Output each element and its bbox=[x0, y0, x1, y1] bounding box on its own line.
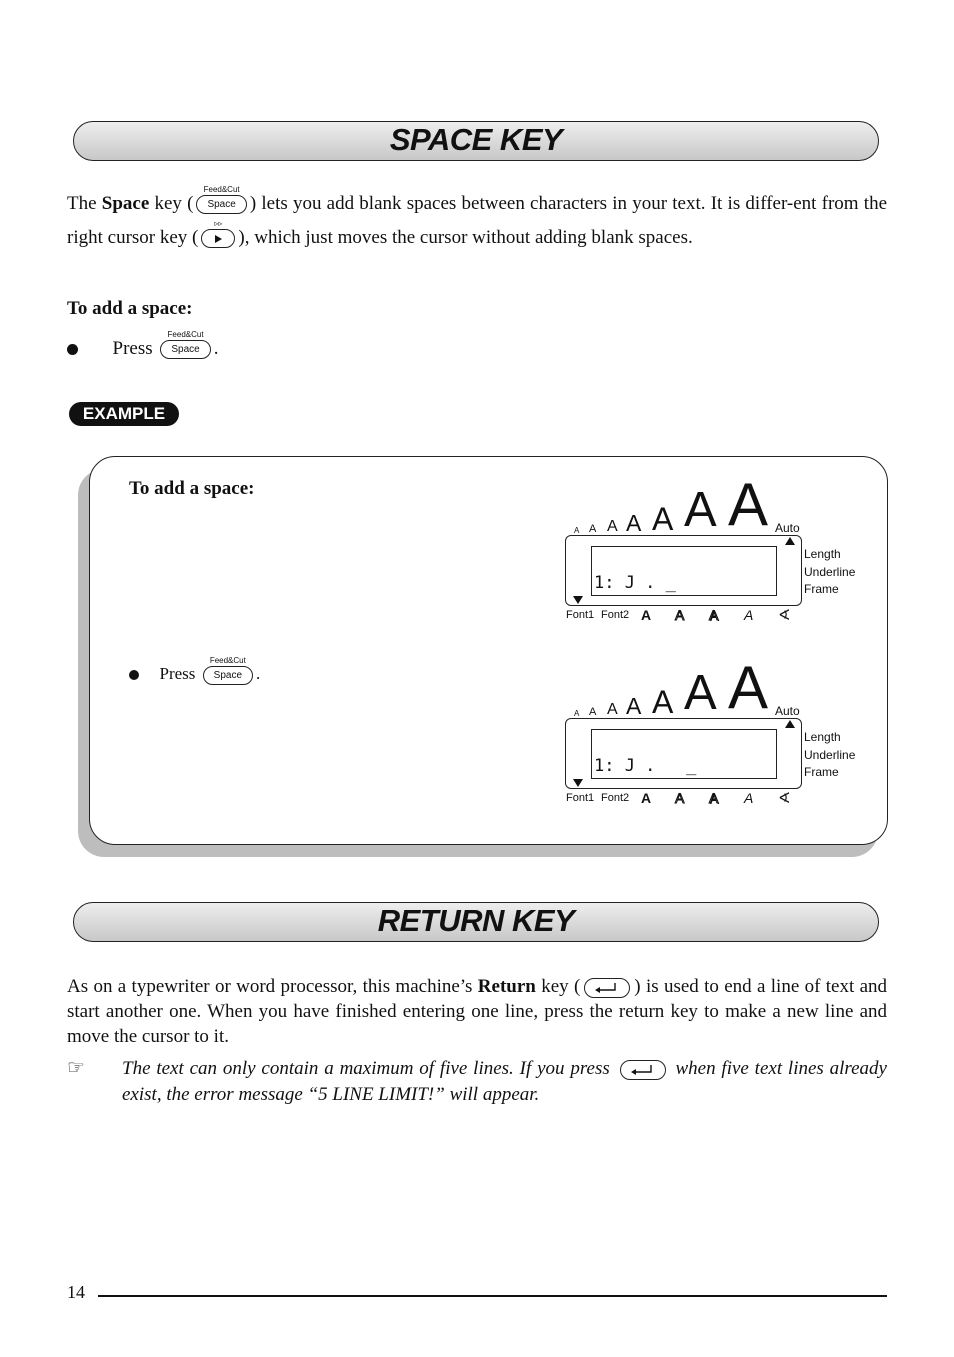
frame-label: Frame bbox=[804, 765, 839, 779]
size-a: A bbox=[728, 471, 769, 538]
size-a: A bbox=[626, 693, 642, 719]
return-key-icon bbox=[620, 1060, 666, 1080]
outline-style-icon: A bbox=[675, 607, 685, 623]
text: As on a typewriter or word processor, this machine’s bbox=[67, 976, 478, 997]
return-arrow-icon bbox=[585, 979, 629, 997]
auto-label: Auto bbox=[775, 704, 800, 718]
triangle-up-icon bbox=[785, 537, 795, 545]
return-arrow-icon bbox=[621, 1061, 665, 1079]
right-cursor-key-icon bbox=[201, 219, 235, 248]
section-banner-space bbox=[73, 121, 879, 161]
underline-label: Underline bbox=[804, 748, 856, 762]
size-a: A bbox=[652, 684, 674, 720]
triangle-down-icon bbox=[573, 779, 583, 787]
triangle-down-icon bbox=[573, 596, 583, 604]
text: The text can only contain a maximum of five lines. If you press bbox=[122, 1058, 610, 1079]
lcd-screen bbox=[591, 546, 777, 596]
key-label: Space bbox=[207, 199, 236, 211]
frame-label: Frame bbox=[804, 582, 839, 596]
example-step-press-space bbox=[129, 655, 261, 688]
text: Press bbox=[159, 664, 196, 683]
return-key-icon bbox=[584, 978, 630, 998]
text: ), which just moves the cursor without adding blank spaces. bbox=[238, 227, 693, 248]
text: . bbox=[256, 664, 261, 683]
lcd-display-1 bbox=[565, 471, 865, 630]
space-intro-paragraph bbox=[67, 187, 887, 255]
size-a: A bbox=[607, 518, 618, 535]
size-indicators bbox=[565, 654, 805, 721]
bold-style-icon: A bbox=[641, 790, 652, 806]
space-key-icon bbox=[160, 330, 210, 359]
shadow-style-icon: A bbox=[709, 607, 719, 623]
text: ) lets you add blank spaces between characters in your text. It is differ-ent from the right cursor key ( bbox=[67, 193, 888, 248]
section-title: SPACE KEY bbox=[389, 122, 563, 157]
key-cap-label: Feed&Cut bbox=[167, 330, 204, 340]
key-cap-label: Feed&Cut bbox=[209, 655, 246, 665]
text: key ( bbox=[535, 976, 581, 997]
size-a: A bbox=[652, 501, 674, 537]
font1-label: Font1 bbox=[566, 792, 595, 804]
bullet-icon bbox=[129, 670, 139, 680]
length-label: Length bbox=[804, 547, 841, 561]
lcd-display-2 bbox=[565, 654, 865, 813]
footer-rule bbox=[98, 1295, 887, 1297]
size-a: A bbox=[574, 709, 580, 718]
size-a: A bbox=[684, 666, 717, 720]
return-intro-paragraph bbox=[67, 974, 887, 1049]
key-name: Return bbox=[477, 976, 536, 997]
outline-style-icon: A bbox=[675, 790, 685, 806]
lcd-screen bbox=[591, 729, 777, 779]
lcd-text: 1: J . _ bbox=[594, 756, 697, 776]
vertical-style-icon: ∢ bbox=[778, 607, 791, 624]
vertical-style-icon: ∢ bbox=[778, 790, 791, 807]
size-a: A bbox=[574, 526, 580, 535]
length-label: Length bbox=[804, 730, 841, 744]
size-a: A bbox=[626, 510, 642, 536]
font2-label: Font2 bbox=[601, 792, 630, 804]
section-banner-return bbox=[73, 902, 879, 942]
key-name: Space bbox=[101, 193, 150, 214]
page-number: 14 bbox=[67, 1282, 85, 1302]
bold-style-icon: A bbox=[641, 607, 652, 623]
note-hand-icon: ☞ bbox=[67, 1057, 85, 1079]
bullet-icon bbox=[67, 344, 78, 355]
italic-style-icon: A bbox=[744, 607, 754, 623]
font2-label: Font2 bbox=[601, 609, 630, 621]
text: Press bbox=[112, 338, 153, 359]
step-press-space bbox=[67, 330, 219, 363]
size-a: A bbox=[684, 483, 717, 537]
text: . bbox=[213, 338, 219, 359]
size-a: A bbox=[589, 523, 597, 535]
lcd-frame bbox=[565, 718, 802, 789]
lcd-frame bbox=[565, 535, 802, 606]
size-a: A bbox=[728, 654, 769, 721]
auto-label: Auto bbox=[775, 521, 800, 535]
italic-style-icon: A bbox=[744, 790, 754, 806]
section-title: RETURN KEY bbox=[377, 903, 575, 938]
size-a: A bbox=[589, 706, 597, 718]
text: ) is used to end a line of text and start another one. When you have finished entering one line, press the return key to make a new line and move the cursor to it. bbox=[67, 976, 888, 1047]
text: The bbox=[67, 193, 102, 214]
key-cap-label: Feed&Cut bbox=[203, 185, 240, 195]
lcd-text: 1: J . _ bbox=[594, 573, 676, 593]
key-label: Space bbox=[171, 344, 200, 356]
key-label: Space bbox=[213, 669, 243, 681]
play-arrow-icon bbox=[210, 233, 226, 245]
space-key-icon bbox=[196, 185, 246, 214]
underline-label: Underline bbox=[804, 565, 856, 579]
key-cap-label: ▹▹ bbox=[214, 219, 223, 229]
size-a: A bbox=[607, 701, 618, 718]
font1-label: Font1 bbox=[566, 609, 595, 621]
triangle-up-icon bbox=[785, 720, 795, 728]
text: key ( bbox=[149, 193, 194, 214]
note-text bbox=[122, 1056, 887, 1108]
size-indicators bbox=[565, 471, 805, 538]
steps-heading: To add a space: bbox=[67, 298, 193, 319]
example-heading: To add a space: bbox=[129, 478, 255, 499]
example-badge: EXAMPLE bbox=[69, 402, 179, 426]
text: when five text lines already exist, the error message “5 LINE LIMIT!” will appear. bbox=[122, 1058, 887, 1105]
shadow-style-icon: A bbox=[709, 790, 719, 806]
space-key-icon bbox=[203, 655, 253, 685]
